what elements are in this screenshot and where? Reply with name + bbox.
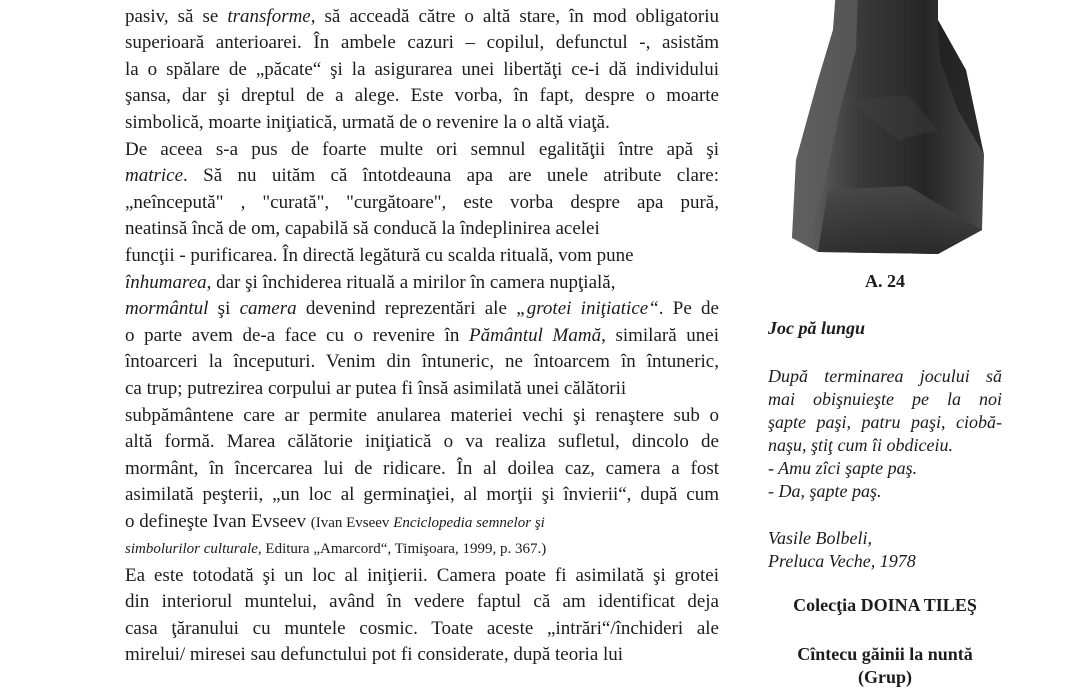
text-line-citation: o defineşte Ivan Evseev (Ivan Evseev Enciclopedia semnelor şi	[125, 511, 545, 532]
text-line: Ea este totodată şi un loc al iniţierii. Camera poate fi asimilată şi grotei	[125, 565, 719, 586]
text-line: din interiorul muntelui, având în vedere faptul că am identificat deja	[125, 591, 719, 612]
poem-line: mai obişnuieşte pe la noi	[768, 389, 1002, 409]
text-line: funcţii - purificarea. În directă legătură cu scalda rituală, vom pune	[125, 245, 634, 266]
informant-name: Vasile Bolbeli,	[768, 528, 872, 548]
song-heading	[760, 643, 1010, 689]
text-line: subpământene care ar permite anularea materiei vechi şi renaştere sub o	[125, 405, 719, 426]
text-line: şansa, dar şi dreptul de a alege. Este vorba, în fapt, despre o moarte	[125, 85, 719, 106]
song-subtitle: (Grup)	[858, 667, 912, 687]
text-line: o parte avem de-a face cu o revenire în Pământul Mamă, similară unei	[125, 325, 719, 346]
text-line: întoarceri la începuturi. Venim din întuneric, ne întoarcem în întuneric,	[125, 351, 719, 372]
text-line: mormânt, în încercarea lui de ridicare. În al doilea caz, camera a fost	[125, 458, 719, 479]
artifact-photo	[788, 0, 988, 255]
text-line: altă formă. Marea călătorie iniţiatică o va realiza sufletul, dincolo de	[125, 431, 719, 452]
text-line: mormântul şi camera devenind reprezentări ale „grotei iniţiatice“. Pe de	[125, 298, 719, 319]
poem-line: După terminarea jocului să	[768, 366, 1002, 386]
text-line: „neîncepută" , "curată", "curgătoare", este vorba despre apa pură,	[125, 192, 719, 213]
informant-place: Preluca Veche, 1978	[768, 551, 916, 571]
text-line: pasiv, să se transforme, să acceadă către o altă stare, în mod obligatoriu	[125, 6, 719, 27]
text-line: neatinsă încă de om, capabilă să conducă la îndeplinirea acelei	[125, 218, 600, 239]
poem-line: naşu, ştiţ cum îi obdiceiu.	[768, 435, 953, 455]
collection-heading: Colecţia DOINA TILEŞ	[793, 595, 977, 615]
text-line-citation: simbolurilor culturale, Editura „Amarcord“, Timişoara, 1999, p. 367.)	[125, 541, 547, 557]
text-line: De aceea s-a pus de foarte multe ori semnul egalităţii între apă şi	[125, 139, 719, 160]
song-title: Cîntecu găinii la nuntă	[797, 644, 973, 664]
text-line: ca trup; putrezirea corpului ar putea fi însă asimilată unei călătorii	[125, 378, 627, 399]
text-line: la o spălare de „păcate“ şi la asigurarea unei libertăţi ce-i dă individului	[125, 59, 719, 80]
text-line: superioară anterioarei. În ambele cazuri – copilul, defunctul -, asistăm	[125, 32, 719, 53]
poem-title: Joc pă lungu	[768, 318, 866, 338]
text-line: casa ţăranului cu muntele cosmic. Toate aceste „intrări“/închideri ale	[125, 618, 719, 639]
text-line: matrice. Să nu uităm că întotdeauna apa are unele atribute clare:	[125, 165, 719, 186]
text-line: mirelui/ miresei sau defunctului pot fi considerate, după teoria lui	[125, 644, 624, 665]
poem-line: şapte paşi, patru paşi, ciobă-	[768, 412, 1002, 432]
poem-line: - Da, şapte paş.	[768, 481, 882, 501]
text-line: simbolică, moarte iniţiatică, urmată de o revenire la o altă viaţă.	[125, 112, 610, 133]
artifact-photo-drawing	[788, 0, 988, 255]
text-line: asimilată peşterii, „un loc al germinaţiei, al morţii şi învierii“, după cum	[125, 484, 719, 505]
poem-line: - Amu zîci şapte paş.	[768, 458, 918, 478]
text-line: înhumarea, dar şi închiderea rituală a mirilor în camera nupţială,	[125, 272, 616, 293]
figure-caption: A. 24	[865, 271, 905, 291]
